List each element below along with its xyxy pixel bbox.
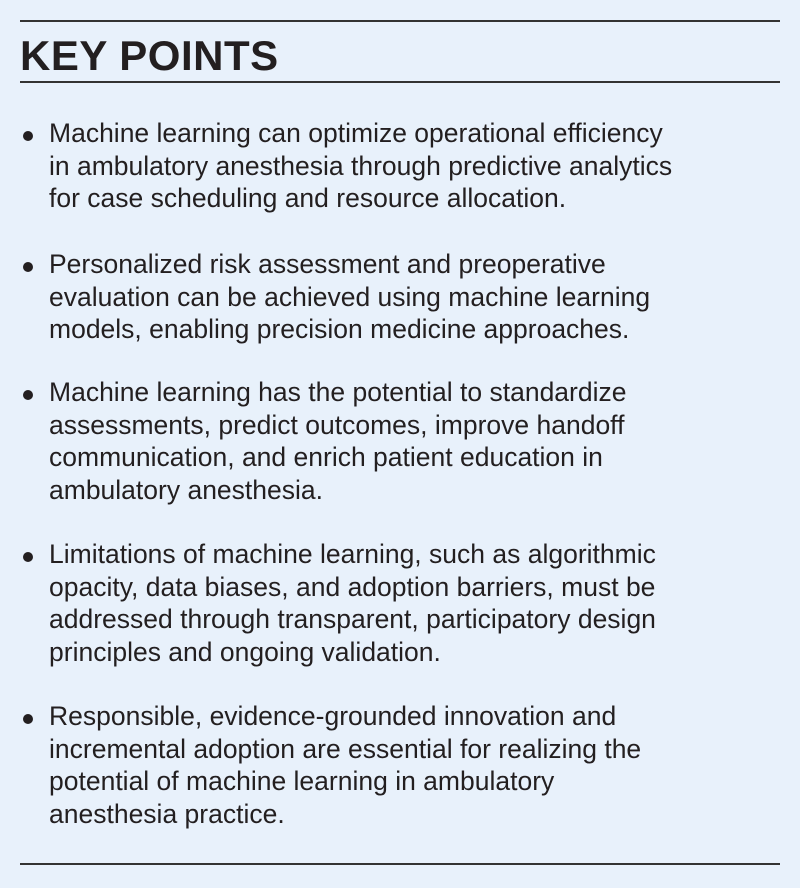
key-point-text-line: communication, and enrich patient education in [49,442,603,473]
key-point-text-line: evaluation can be achieved using machine learning [49,281,651,312]
key-point-text-line: in ambulatory anesthesia through predictive analytics [49,150,673,181]
section-title: KEY POINTS [20,32,279,79]
key-point-text-line: Personalized risk assessment and preoperative [49,249,606,279]
key-point-text-line: for case scheduling and resource allocation. [49,183,567,214]
key-point-text-line: ambulatory anesthesia. [49,475,323,506]
bullet-icon [23,714,33,724]
key-point-text-line: opacity, data biases, and adoption barriers, must be [49,571,656,602]
key-point-text-line: anesthesia practice. [49,799,285,830]
key-point-text-line: potential of machine learning in ambulatory [49,766,555,797]
key-point-text-line: addressed through transparent, participatory design [49,604,656,635]
bullet-icon [23,131,33,141]
bullet-icon [23,262,33,272]
key-point-text-line: assessments, predict outcomes, improve handoff [49,409,625,440]
title-rule [20,81,780,83]
key-point-text-line: principles and ongoing validation. [49,637,441,668]
key-point-text-line: Machine learning has the potential to standardize [49,377,627,407]
key-point-text-line: incremental adoption are essential for realizing the [49,733,642,764]
top-rule [20,20,780,22]
key-point-text-line: Machine learning can optimize operational efficiency [49,118,663,148]
bullet-icon [23,390,33,400]
key-point-text-line: models, enabling precision medicine approaches. [49,314,630,345]
bottom-rule [20,863,780,865]
key-point-text-line: Limitations of machine learning, such as algorithmic [49,539,656,569]
key-point-text-line: Responsible, evidence-grounded innovation and [49,701,617,731]
bullet-icon [23,552,33,562]
